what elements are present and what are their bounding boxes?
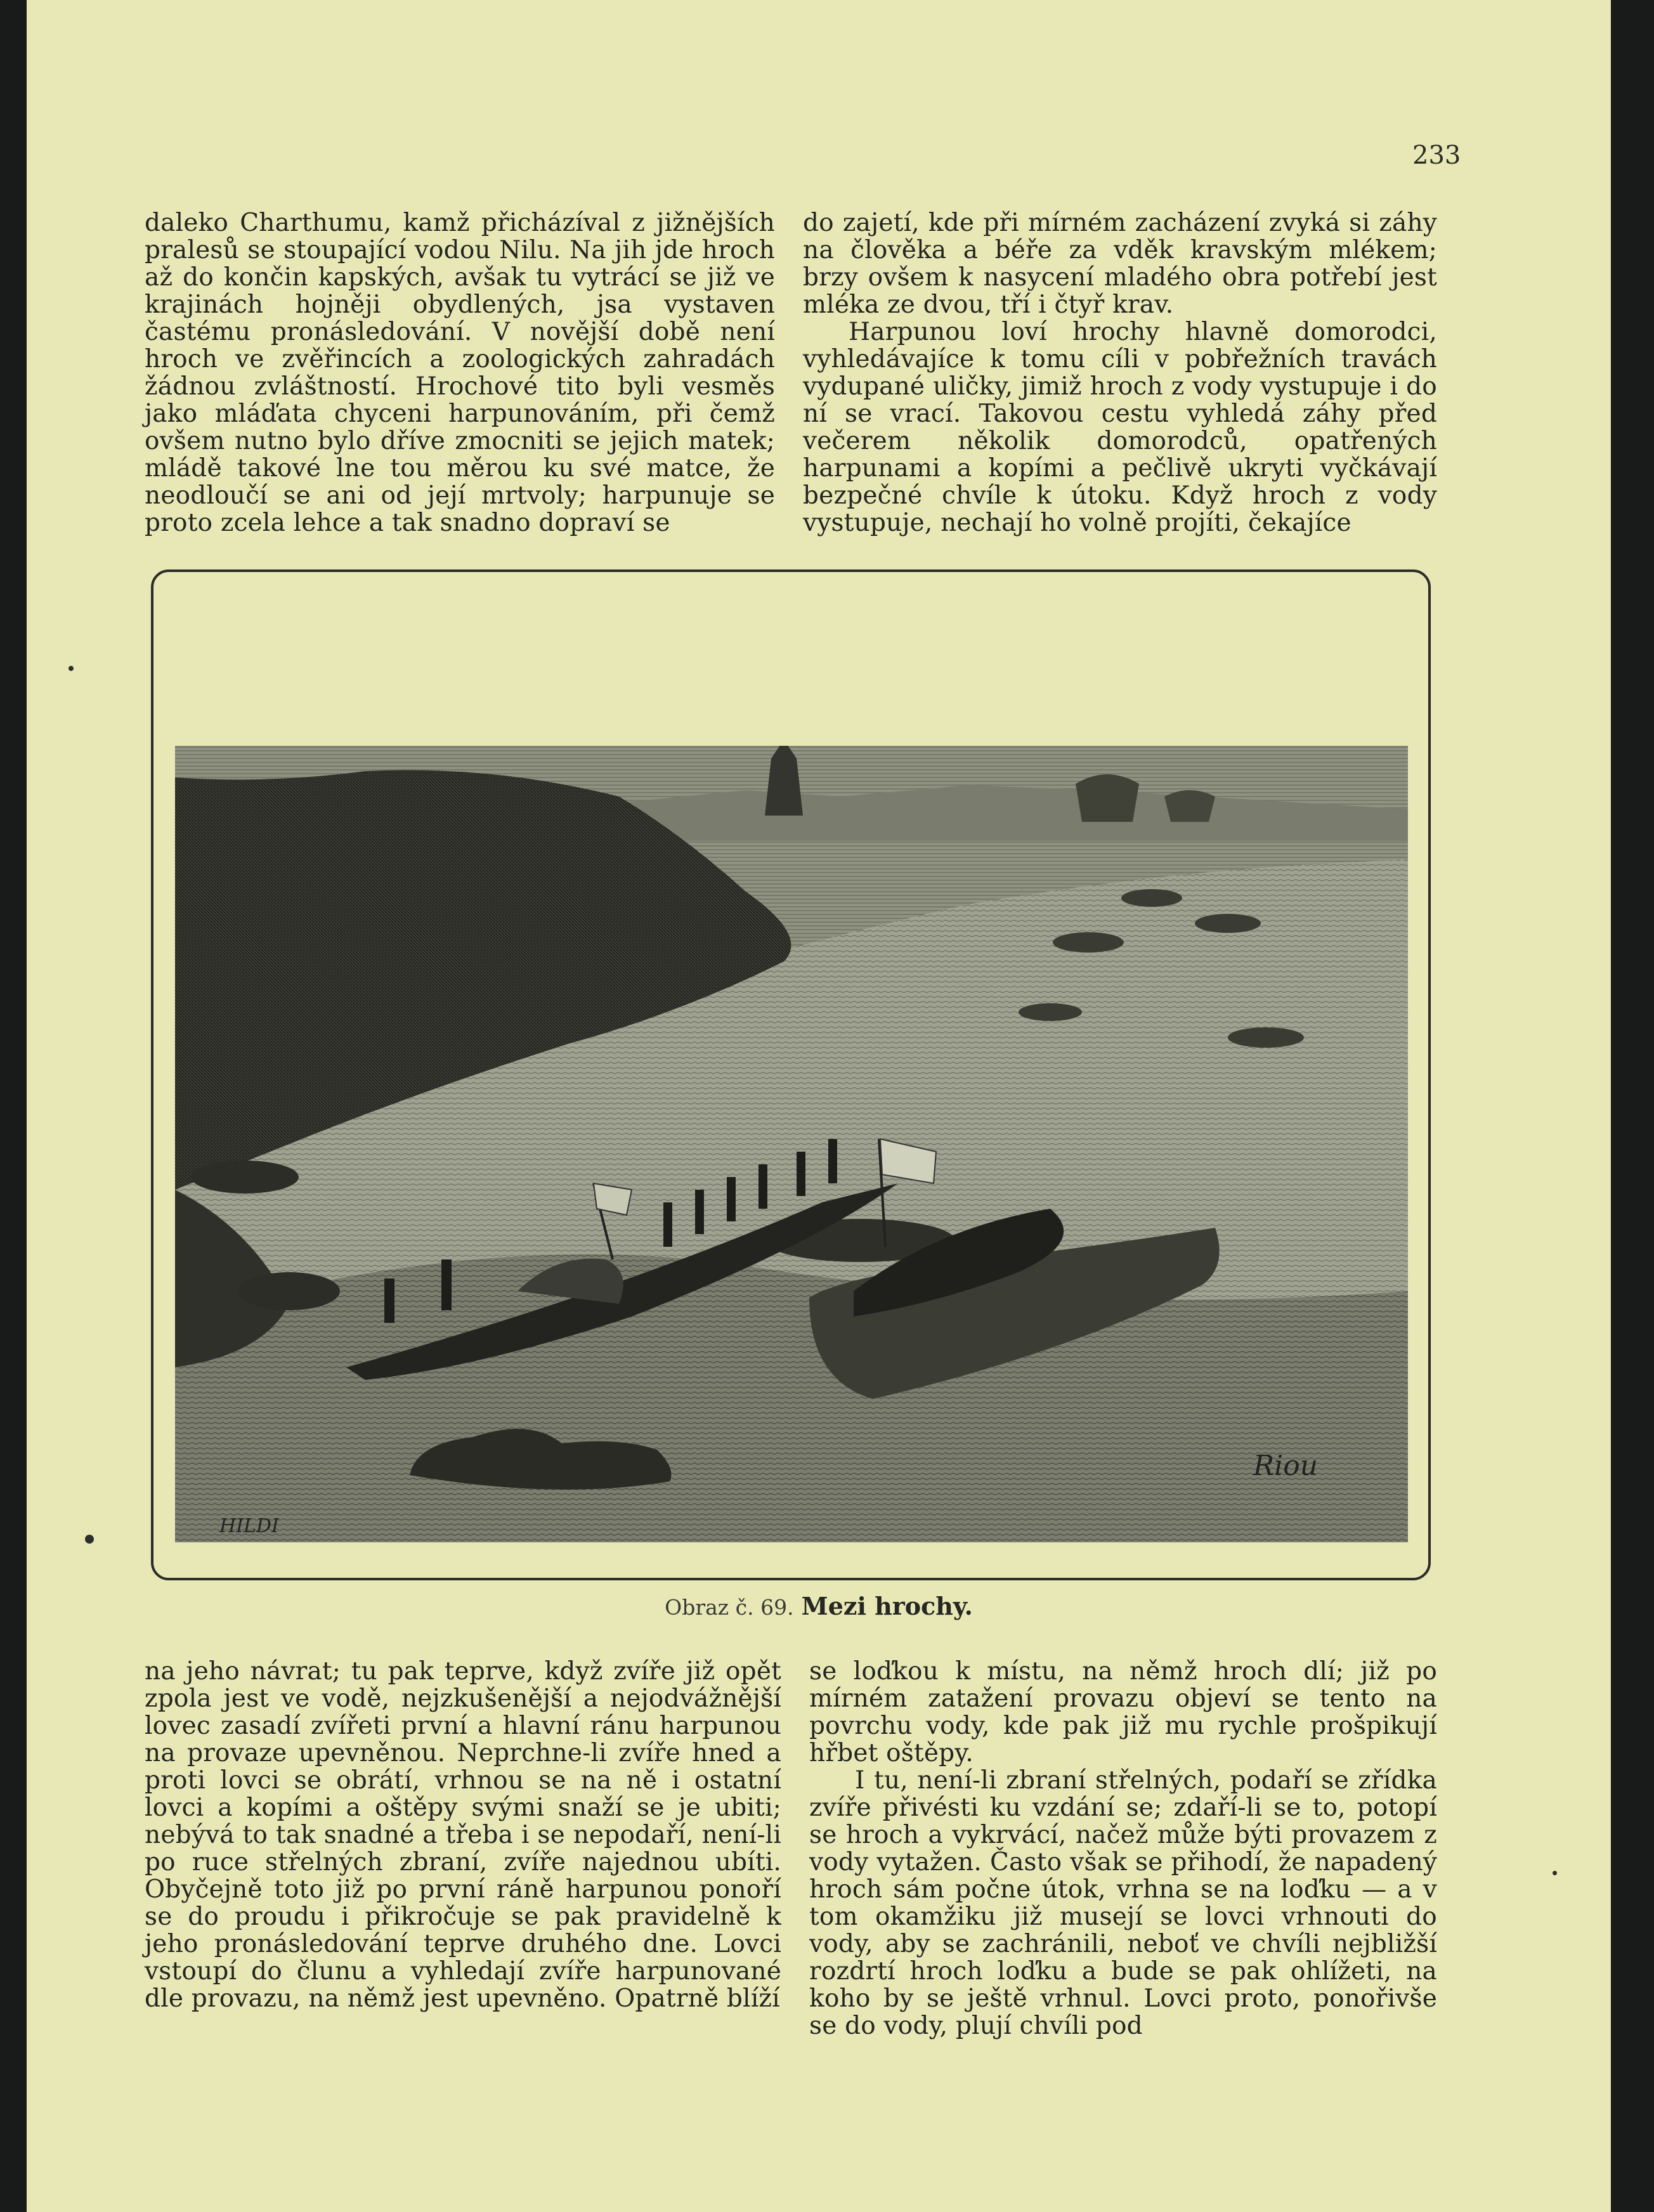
hippo-head [191, 1161, 299, 1194]
paragraph: daleko Charthumu, kamž přicházíval z jižnějších pralesů se stoupající vodou Nilu. Na jih jde hroch až do končin kapských, avšak tu vytrácí se již ve krajinách hojněji obydlených, jsa vystaven častému pronásledování. V novější době není hroch ve zvěřincích a zoologických zahradách žádnou zvláštností. Hrochové tito byli vesměs jako mláďata chyceni harpunováním, při čemž ovšem nutno bylo dříve zmocniti se jejich matek; mládě takové lne tou měrou ku své matce, že neodloučí se ani od její mrtvoly; harpunuje se proto zcela lehce a tak snadno dopraví se [145, 209, 775, 537]
hippo-head [1053, 932, 1124, 953]
ink-speck [68, 666, 74, 671]
paragraph: se loďkou k místu, na němž hroch dlí; již po mírném zatažení provazu objeví se tento na povrchu vody, kde pak již mu rychle prošpikují hřbet oštěpy. [809, 1657, 1437, 1767]
figure-title: Mezi hrochy. [801, 1592, 973, 1620]
hippo-head [1019, 1003, 1082, 1021]
hippo-head [238, 1272, 340, 1310]
artist-signature-right: Riou [1253, 1450, 1319, 1482]
paragraph: do zajetí, kde při mírném zacházení zvyká si záhy na člověka a béře za vděk kravským mlékem; brzy ovšem k nasycení mladého obra potřebí jest mléka ze dvou, tří i čtyř krav. [803, 209, 1437, 319]
hippo-head [1228, 1027, 1304, 1048]
page-number: 233 [1412, 141, 1461, 170]
paragraph: I tu, není-li zbraní střelných, podaří se zřídka zvíře přivésti ku vzdání se; zdaří-li se to, potopí se hroch a vykrvácí, načež může býti provazem z vody vytažen. Často však se přihodí, že napadený hroch sám počne útok, vrhna se na loďku — a v tom okamžiku již musejí se lovci vrhnouti do vody, aby se zachránili, neboť ve chvíli nejbližší rozdrtí hroch loďku a bude se pak ohlížeti, na koho by se ještě vrhnul. Lovci proto, ponořivše se do vody, plují chvíli pod [809, 1766, 1437, 2040]
text-column-top-left [145, 209, 775, 537]
hippo-head [1195, 914, 1261, 933]
ink-speck [85, 1535, 94, 1544]
hippo-head [1121, 889, 1182, 907]
text-column-bottom-right [809, 1658, 1437, 2040]
book-page [27, 0, 1611, 2212]
figure-label: Obraz č. 69. [665, 1595, 794, 1620]
artist-signature-left: HILDI [219, 1515, 279, 1537]
ink-speck [1553, 1871, 1557, 1875]
engraving-tree [1076, 774, 1139, 822]
paragraph: na jeho návrat; tu pak teprve, když zvíře již opět zpola jest ve vodě, nejzkušenější a nejodvážnější lovec zasadí zvířeti první a hlavní ránu harpunou na provaze upevněnou. Neprchne-li zvíře hned a proti lovci se obrátí, vrhnou se na ně i ostatní lovci a kopími a oštěpy svými snaží se je ubiti; nebývá to tak snadné a třeba i se nepodaří, není-li po ruce střelných zbraní, zvíře najednou ubíti. Obyčejně toto již po první ráně harpunou ponoří se do proudu i přikročuje se pak pravidelně k jeho pronásledování teprve druhého dne. Lovci vstoupí do člunu a vyhledají zvíře harpunované dle provazu, na němž jest upevněno. Opatrně blíží [145, 1657, 781, 2013]
figure-caption [27, 1592, 1611, 1620]
engraving-tree [1164, 790, 1215, 822]
engraving-hippo-hunt [175, 746, 1408, 1542]
text-column-top-right [803, 209, 1437, 537]
text-column-bottom-left [145, 1658, 781, 2012]
paragraph: Harpunou loví hrochy hlavně domorodci, vyhledávajíce k tomu cíli v pobřežních travách vydupané uličky, jimiž hroch z vody vystupuje i do ní se vrací. Takovou cestu vyhledá záhy před večerem několik domorodců, opatřených harpunami a kopími a pečlivě ukryti vyčkávají bezpečné chvíle k útoku. Když hroch z vody vystupuje, nechají ho volně projíti, čekajíce [803, 318, 1437, 537]
